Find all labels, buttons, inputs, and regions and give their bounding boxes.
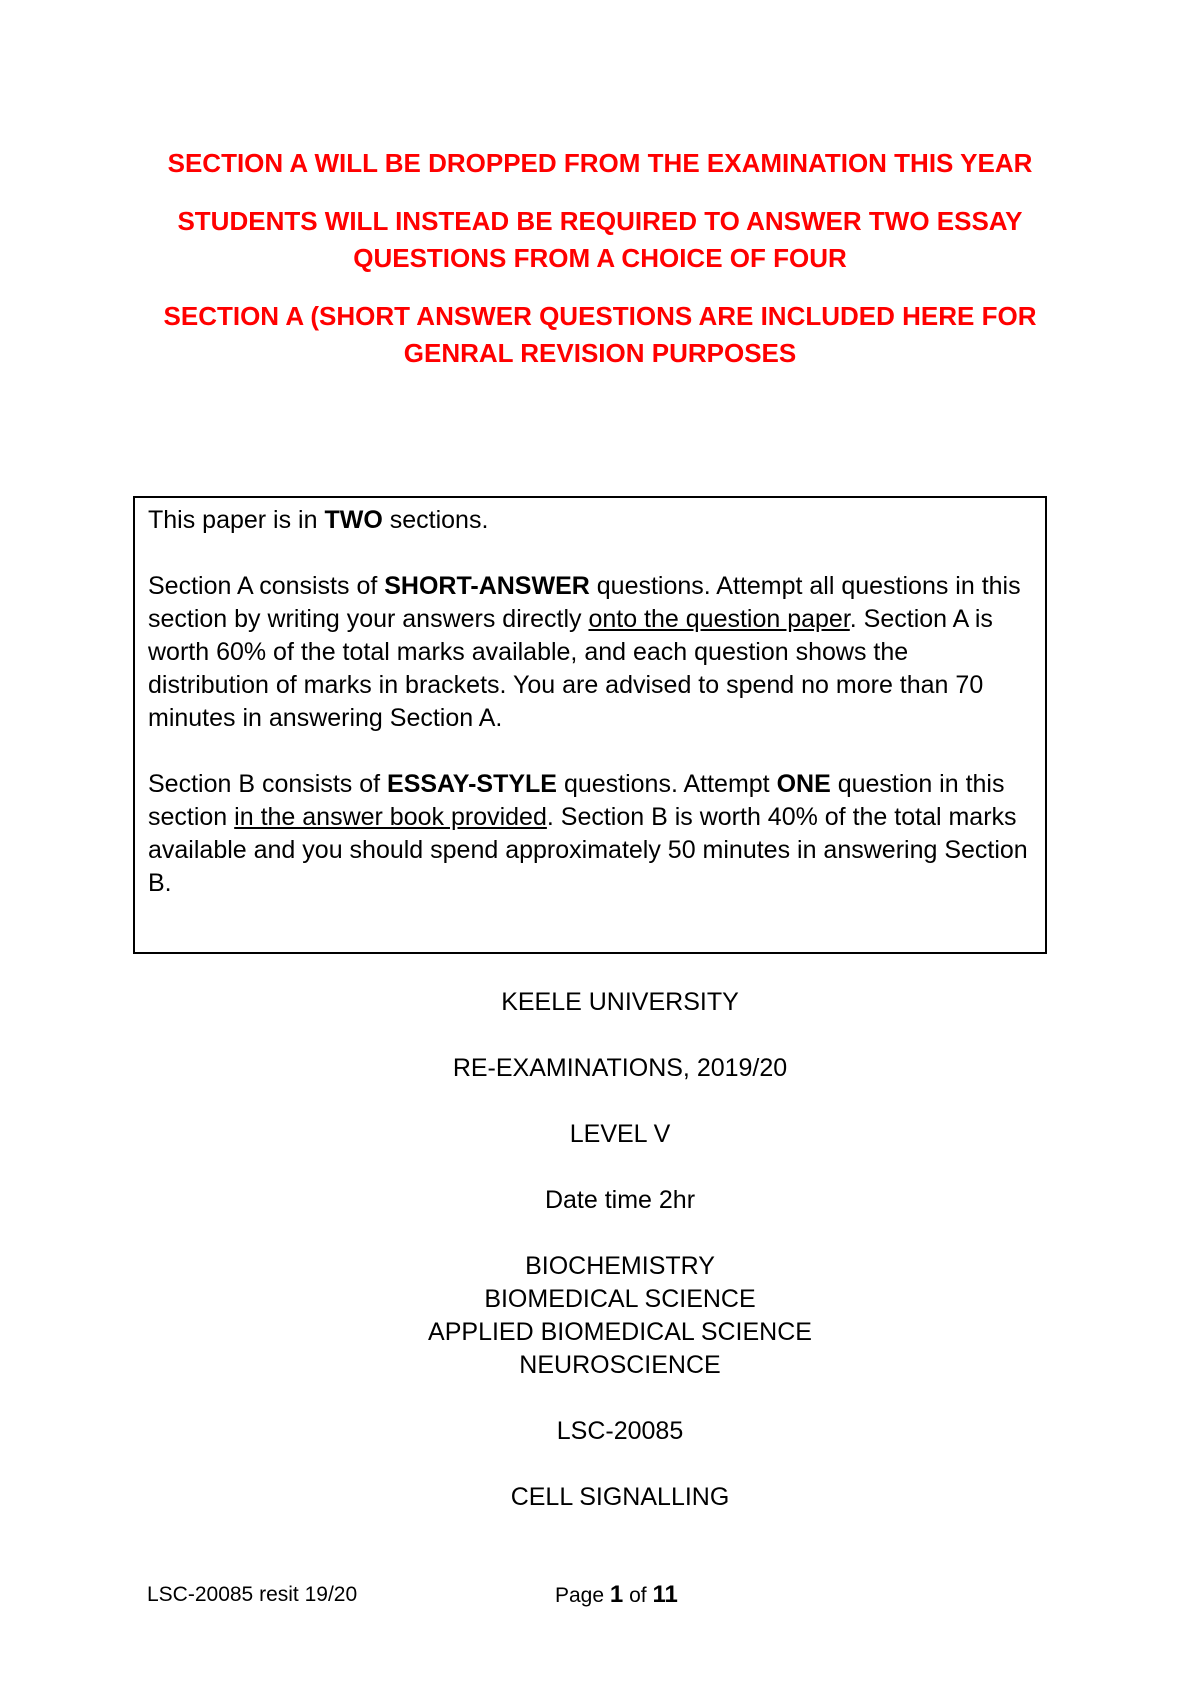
red-notice [120,145,1080,393]
underline-question-paper: onto the question paper [588,605,850,633]
emphasis-two: TWO [324,506,383,534]
text-span: question in this section [148,770,1005,831]
text-span: Section A consists of [148,572,385,600]
footer-reference: LSC-20085 resit 19/20 [147,1583,358,1606]
text-span: sections. [382,506,489,534]
instructions-paragraph-sections [148,504,1033,537]
page-number [555,1582,678,1609]
module-title: CELL SIGNALLING [510,1483,730,1511]
text-span: Section B consists of [148,770,388,798]
emphasis-essay-style: ESSAY-STYLE [387,770,557,798]
page-total: 11 [652,1581,678,1608]
notice-revision-purposes: SECTION A (SHORT ANSWER QUESTIONS ARE INCLUDED HERE FOR GENRAL REVISION PURPOSES [163,301,1037,368]
exam-level: LEVEL V [569,1120,671,1148]
exam-session: RE-EXAMINATIONS, 2019/20 [452,1054,788,1082]
exam-details [120,986,1120,1547]
programme-item: NEUROSCIENCE [519,1351,721,1379]
university-name: KEELE UNIVERSITY [501,988,739,1016]
underline-answer-book: in the answer book provided [234,803,547,831]
programme-list [120,1250,1120,1382]
text-span: questions. Attempt all questions in this section by writing your answers directly [148,572,1021,633]
instructions-paragraph-section-b [148,768,1033,900]
exam-date-time: Date time 2hr [544,1186,696,1214]
page-of: of [623,1584,653,1607]
notice-dropped-section: SECTION A WILL BE DROPPED FROM THE EXAMINATION THIS YEAR [167,148,1033,178]
text-span: . Section A is worth 60% of the total marks available, and each question shows the distribution of marks in brackets. You are advised to spend no more than 70 minutes in answering Section A. [148,605,993,732]
programme-item: BIOCHEMISTRY [525,1252,715,1280]
emphasis-one: ONE [776,770,831,798]
text-span: questions. Attempt [557,770,777,798]
text-span: . Section B is worth 40% of the total marks available and you should spend approximately 50 minutes in answering Section B. [148,803,1028,897]
page-current: 1 [609,1581,624,1608]
programme-item: BIOMEDICAL SCIENCE [484,1285,756,1313]
programme-item: APPLIED BIOMEDICAL SCIENCE [428,1318,812,1346]
module-code: LSC-20085 [556,1417,684,1445]
instructions-box [133,496,1047,954]
instructions-paragraph-section-a [148,570,1033,735]
emphasis-short-answer: SHORT-ANSWER [384,572,590,600]
notice-essay-requirement: STUDENTS WILL INSTEAD BE REQUIRED TO ANSWER TWO ESSAY QUESTIONS FROM A CHOICE OF FOUR [177,206,1023,273]
text-span: This paper is in [148,506,325,534]
page-label: Page [555,1584,610,1607]
